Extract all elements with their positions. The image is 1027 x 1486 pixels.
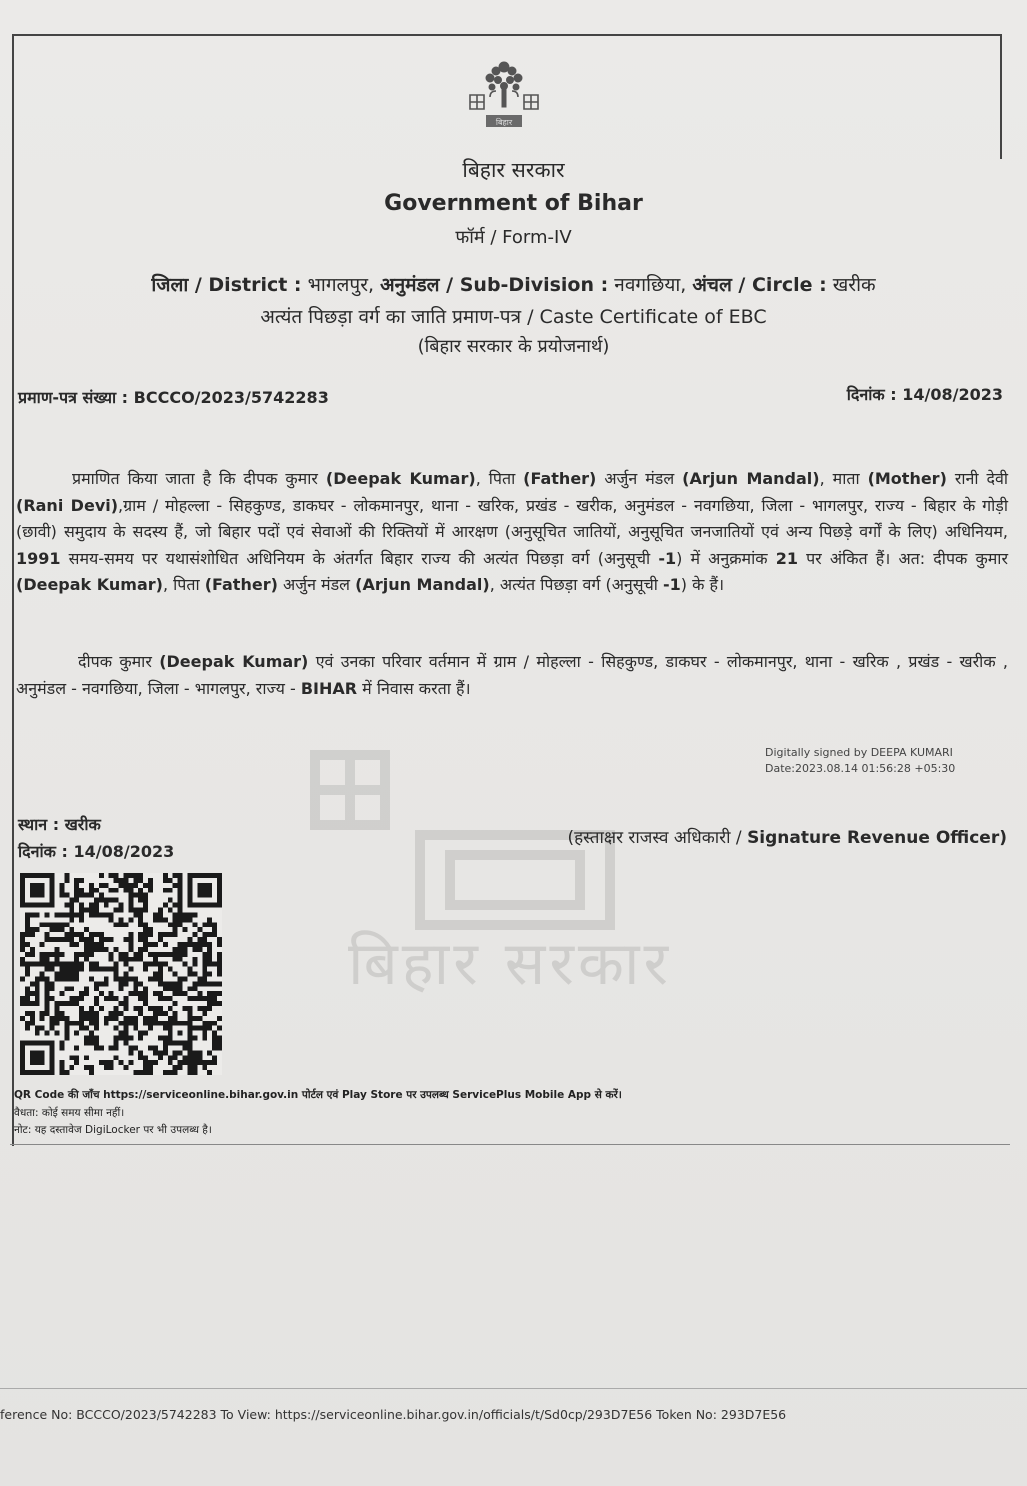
footer-divider bbox=[0, 1388, 1027, 1389]
district-label: जिला / District : bbox=[151, 274, 302, 296]
subdivision-label: अनुमंडल / Sub-Division : bbox=[380, 274, 609, 296]
validity-note: वैधता: कोई समय सीमा नहीं। bbox=[14, 1107, 125, 1119]
digilocker-note: नोट: यह दस्तावेज DigiLocker पर भी उपलब्ध है। bbox=[14, 1124, 212, 1136]
location-line bbox=[0, 271, 1027, 297]
frame-right bbox=[1000, 34, 1002, 159]
frame-top bbox=[12, 34, 1002, 36]
bihar-emblem-icon bbox=[462, 55, 546, 130]
residence-paragraph: दीपक कुमार (Deepak Kumar) एवं उनका परिवार वर्तमान में ग्राम / मोहल्ला - सिहकुण्ड, डाकघर - लोकमानपुर, थाना - खरिक , प्रखंड - खरीक , अनुमंडल - नवगछिया, जिला - भागलपुर, राज्य - BIHAR में निवास करता हैं। bbox=[16, 652, 1009, 698]
district-value: भागलपुर, bbox=[307, 274, 375, 296]
frame-bottom bbox=[10, 1144, 1010, 1145]
signoff-date: दिनांक : 14/08/2023 bbox=[18, 842, 175, 861]
signature-label: (हस्ताक्षर राजस्व अधिकारी / Signature Revenue Officer) bbox=[567, 828, 1007, 848]
subdivision-value: नवगछिया, bbox=[614, 274, 687, 296]
qr-verification-note: QR Code की जाँच https://serviceonline.bihar.gov.in पोर्टल एवं Play Store पर उपलब्ध ServicePlus Mobile App से करें। bbox=[14, 1089, 622, 1101]
certificate-body-paragraph: प्रमाणित किया जाता है कि दीपक कुमार (Deepak Kumar), पिता (Father) अर्जुन मंडल (Arjun Mandal), माता (Mother) रानी देवी (Rani Devi),ग्राम / मोहल्ला - सिहकुण्ड, डाकघर - लोकमानपुर, थाना - खरिक, प्रखंड - खरीक, अनुमंडल - नवगछिया, जिला - भागलपुर, राज्य - बिहार के गोड़ी (छावी) समुदाय के सदस्य हैं, जो बिहार पदों एवं सेवाओं की रिक्तियों में आरक्षण (अनुसूचित जातियों, अनुसूचित जनजातियों एवं अन्य पिछड़े वर्गों के लिए) अधिनियम, 1991 समय-समय पर यथासंशोधित अधिनियम के अंतर्गत बिहार राज्य की अत्यंत पिछड़ा वर्ग (अनुसूची -1) में अनुक्रमांक 21 पर अंकित हैं। अत: दीपक कुमार (Deepak Kumar), पिता (Father) अर्जुन मंडल (Arjun Mandal), अत्यंत पिछड़ा वर्ग (अनुसूची -1) के हैं। bbox=[16, 469, 1009, 594]
watermark-text: बिहार सरकार bbox=[348, 929, 673, 999]
issue-date: दिनांक : 14/08/2023 bbox=[846, 385, 1003, 404]
place: स्थान : खरीक bbox=[18, 815, 101, 834]
circle-value: खरीक bbox=[832, 274, 876, 296]
certificate-number: प्रमाण-पत्र संख्या : BCCCO/2023/5742283 bbox=[18, 388, 329, 407]
qr-code[interactable] bbox=[20, 873, 222, 1075]
circle-label: अंचल / Circle : bbox=[692, 274, 827, 296]
digital-signature-signer: Digitally signed by DEEPA KUMARI bbox=[765, 746, 953, 759]
certificate-title: अत्यंत पिछड़ा वर्ग का जाति प्रमाण-पत्र / Caste Certificate of EBC bbox=[260, 306, 767, 328]
digital-signature bbox=[765, 745, 955, 777]
certificate-purpose: (बिहार सरकार के प्रयोजनार्थ) bbox=[417, 336, 610, 357]
government-title: Government of Bihar bbox=[384, 191, 643, 216]
form-number: फॉर्म / Form-IV bbox=[455, 227, 572, 248]
hindi-title: बिहार सरकार bbox=[462, 158, 565, 182]
digital-signature-date: Date:2023.08.14 01:56:28 +05:30 bbox=[765, 762, 956, 775]
emblem-label: बिहार bbox=[495, 118, 513, 127]
reference-footer: ference No: BCCCO/2023/5742283 To View: https://serviceonline.bihar.gov.in/officials/t/Sd0cp/293D7E56 Token No: 293D7E56 bbox=[0, 1407, 787, 1422]
